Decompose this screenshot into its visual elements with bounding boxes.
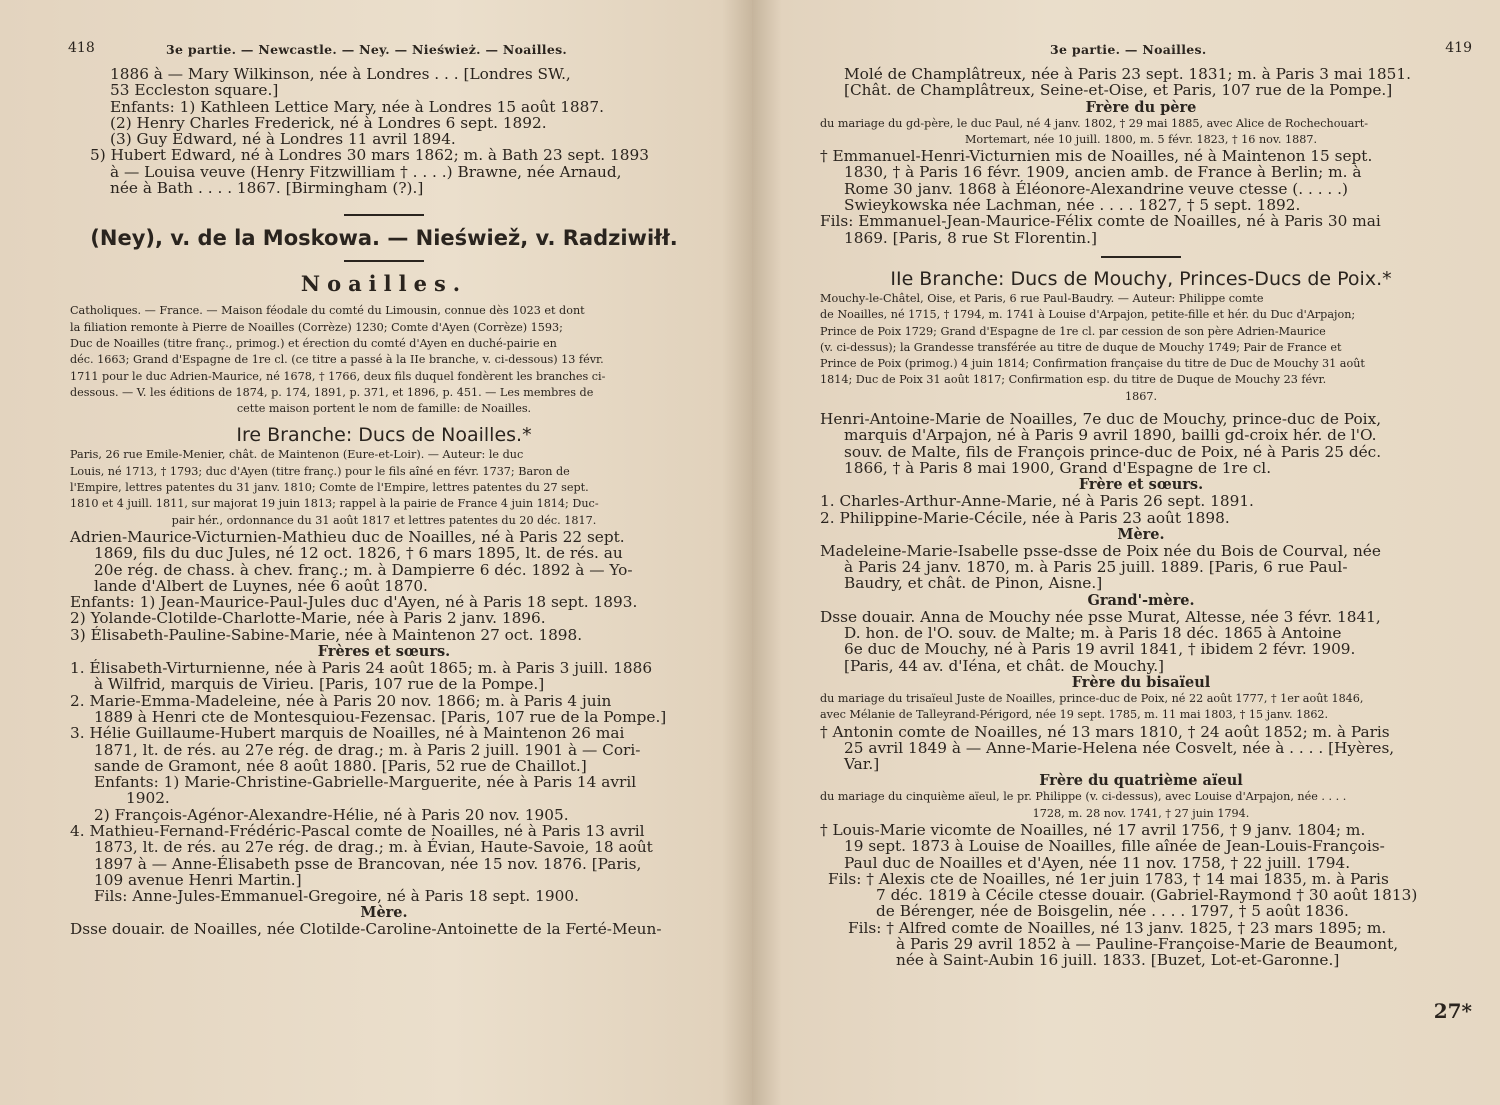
- text-line: 1. Charles-Arthur-Anne-Marie, né à Paris 26 sept. 1891.: [820, 492, 1254, 511]
- heading-frere-pere: Frère du père: [1085, 98, 1197, 116]
- text-line: 7 déc. 1819 à Cécile ctesse douair. (Gabriel-Raymond † 30 août 1813): [876, 886, 1418, 905]
- intro-line: Mouchy-le-Châtel, Oise, et Paris, 6 rue Paul-Baudry. — Auteur: Philippe comte: [820, 291, 1264, 305]
- grand-mere-entry: [820, 609, 1462, 674]
- text-line: 1866, † à Paris 8 mai 1900, Grand d'Espagne de 1re cl.: [844, 458, 1272, 477]
- text-line: † Antonin comte de Noailles, né 13 mars 1810, † 24 août 1852; m. à Paris: [820, 722, 1390, 741]
- text-line: 1869, fils du duc Jules, né 12 oct. 1826, † 6 mars 1895, lt. de rés. au: [94, 544, 623, 563]
- text-line: souv. de Malte, fils de François prince-duc de Poix, né à Paris 25 déc.: [844, 442, 1382, 461]
- text-line: Madeleine-Marie-Isabelle psse-dsse de Poix née du Bois de Courval, née: [820, 541, 1381, 560]
- right-running-header: 3e partie. — Noailles.: [1050, 42, 1207, 57]
- text-line: lande d'Albert de Luynes, née 6 août 1870.: [94, 576, 428, 595]
- heading-mere: Mère.: [1117, 525, 1165, 543]
- text-line: 1. Élisabeth-Virturnienne, née à Paris 24 août 1865; m. à Paris 3 juill. 1886: [70, 659, 653, 678]
- section-title-noailles: Noailles.: [300, 271, 468, 297]
- text-line: 20e rég. de chass. à chev. franç.; m. à Dampierre 6 déc. 1892 à — Yo-: [94, 560, 633, 579]
- frere-soeurs-entries: [820, 493, 1462, 526]
- branch-heading-2: IIe Branche: Ducs de Mouchy, Princes-Ducs de Poix.*: [890, 267, 1392, 290]
- text-line: (2) Henry Charles Frederick, né à Londres 6 sept. 1892.: [110, 113, 547, 132]
- left-page-content: [70, 0, 698, 938]
- heading-frere-soeurs: Frère et sœurs.: [1078, 476, 1204, 494]
- main-entry: [70, 529, 698, 643]
- note-line: du mariage du trisaïeul Juste de Noailles, prince-duc de Poix, né 22 août 1777, † 1er août 1846,: [820, 691, 1364, 705]
- text-line: 2) François-Agénor-Alexandre-Hélie, né à Paris 20 nov. 1905.: [94, 805, 569, 824]
- henri-entry: [820, 411, 1462, 476]
- note-line: 1728, m. 28 nov. 1741, † 27 juin 1794.: [1032, 806, 1250, 820]
- separator-rule: [1101, 256, 1181, 258]
- text-line: 3) Élisabeth-Pauline-Sabine-Marie, née à Maintenon 27 oct. 1898.: [70, 625, 583, 644]
- heading-mere: Mère.: [360, 904, 408, 922]
- text-line: Fils: Emmanuel-Jean-Maurice-Félix comte de Noailles, né à Paris 30 mai: [820, 212, 1381, 231]
- text-line: 1897 à — Anne-Élisabeth psse de Brancovan, née 15 nov. 1876. [Paris,: [94, 854, 642, 873]
- text-line: de Bérenger, née de Boisgelin, née . . . . 1797, † 5 août 1836.: [876, 902, 1349, 921]
- heading-frere-bisaieul: Frère du bisaïeul: [1071, 673, 1211, 691]
- text-line: 1902.: [126, 789, 170, 808]
- text-line: Molé de Champlâtreux, née à Paris 23 sept. 1831; m. à Paris 3 mai 1851.: [844, 65, 1411, 83]
- text-line: 1869. [Paris, 8 rue St Florentin.]: [844, 228, 1097, 247]
- right-page: [752, 0, 1500, 1105]
- intro-line: Prince de Poix (primog.) 4 juin 1814; Confirmation française du titre de Duc de Mouchy 31 août: [820, 357, 1365, 371]
- text-line: [Chât. de Champlâtreux, Seine-et-Oise, et Paris, 107 rue de la Pompe.]: [844, 81, 1393, 100]
- branch-heading-1: Ire Branche: Ducs de Noailles.*: [236, 424, 532, 447]
- text-line: Baudry, et chât. de Pinon, Aisne.]: [844, 574, 1103, 593]
- separator-rule: [344, 214, 424, 216]
- branch2-intro: [820, 291, 1462, 405]
- intro-line: l'Empire, lettres patentes du 31 janv. 1810; Comte de l'Empire, lettres patentes du 27 sept.: [70, 481, 589, 495]
- intro-line: la filiation remonte à Pierre de Noailles (Corrèze) 1230; Comte d'Ayen (Corrèze) 1593;: [70, 320, 563, 334]
- text-line: Var.]: [844, 755, 880, 774]
- frere-pere-entry: [820, 148, 1462, 246]
- intro-line: Louis, né 1713, † 1793; duc d'Ayen (titre franç.) pour le fils aîné en févr. 1737; Baron de: [70, 464, 570, 478]
- intro-line: 1814; Duc de Poix 31 août 1817; Confirmation esp. du titre de Duque de Mouchy 23 févr.: [820, 373, 1327, 387]
- section-title-ney: (Ney), v. de la Moskowa. — Nieświež, v. Radziwiłł.: [90, 226, 678, 251]
- intro-line: cette maison portent le nom de famille: de Noailles.: [236, 402, 532, 416]
- bisaieul-note: [820, 691, 1462, 724]
- quatrieme-entry: [820, 822, 1462, 969]
- text-line: 109 avenue Henri Martin.]: [94, 870, 302, 889]
- heading-freres-soeurs: Frères et sœurs.: [317, 643, 451, 661]
- right-page-content: [820, 0, 1472, 970]
- text-line: 2. Philippine-Marie-Cécile, née à Paris 23 août 1898.: [820, 508, 1230, 527]
- text-line: 5) Hubert Edward, né à Londres 30 mars 1862; m. à Bath 23 sept. 1893: [90, 146, 649, 165]
- left-page-number: 418: [68, 40, 95, 56]
- text-line: 1830, † à Paris 16 févr. 1909, ancien amb. de France à Berlin; m. à: [844, 163, 1362, 182]
- text-line: 25 avril 1849 à — Anne-Marie-Helena née Cosvelt, née à . . . . [Hyères,: [844, 738, 1395, 757]
- text-line: 2) Yolande-Clotilde-Charlotte-Marie, née à Paris 2 janv. 1896.: [70, 609, 546, 628]
- quatrieme-note: [820, 789, 1462, 822]
- separator-rule: [344, 260, 424, 262]
- intro-line: Duc de Noailles (titre franç., primog.) et érection du comté d'Ayen en duché-pairie en: [70, 336, 557, 350]
- text-line: née à Bath . . . . 1867. [Birmingham (?).]: [110, 179, 424, 198]
- text-line: Enfants: 1) Kathleen Lettice Mary, née à Londres 15 août 1887.: [110, 97, 604, 116]
- text-line: 6e duc de Mouchy, né à Paris 19 avril 1841, † ibidem 2 févr. 1909.: [844, 640, 1356, 659]
- right-page-number: 419: [1445, 40, 1472, 56]
- text-line: Swieykowska née Lachman, née . . . . 1827, † 5 sept. 1892.: [844, 196, 1301, 215]
- right-page-header: [820, 36, 1472, 66]
- left-top-entry: [70, 66, 698, 196]
- note-line: Mortemart, née 10 juill. 1800, m. 5 févr. 1823, † 16 nov. 1887.: [964, 132, 1318, 146]
- right-top-entry: [820, 66, 1462, 99]
- intro-line: Paris, 26 rue Emile-Menier, chât. de Maintenon (Eure-et-Loir). — Auteur: le duc: [70, 448, 524, 462]
- intro-line: dessous. — V. les éditions de 1874, p. 174, 1891, p. 371, et 1896, p. 451. — Les membres de: [70, 385, 594, 399]
- heading-frere-quatrieme-aieul: Frère du quatrième aïeul: [1039, 772, 1243, 790]
- text-line: Enfants: 1) Jean-Maurice-Paul-Jules duc d'Ayen, né à Paris 18 sept. 1893.: [70, 593, 638, 612]
- text-line: à Wilfrid, marquis de Virieu. [Paris, 107 rue de la Pompe.]: [94, 675, 545, 694]
- freres-entries: [70, 660, 698, 904]
- left-running-header: 3e partie. — Newcastle. — Ney. — Nieśwież. — Noailles.: [166, 42, 568, 57]
- text-line: Fils: † Alfred comte de Noailles, né 13 janv. 1825, † 23 mars 1895; m.: [848, 918, 1387, 937]
- text-line: 53 Eccleston square.]: [110, 81, 279, 100]
- text-line: Paul duc de Noailles et d'Ayen, née 11 nov. 1758, † 22 juill. 1794.: [844, 853, 1351, 872]
- intro-line: déc. 1663; Grand d'Espagne de 1re cl. (ce titre a passé à la IIe branche, v. ci-dessous) 13 févr.: [70, 353, 604, 367]
- note-line: du mariage du cinquième aïeul, le pr. Philippe (v. ci-dessus), avec Louise d'Arpajon, née . . . .: [820, 790, 1347, 804]
- text-line: 19 sept. 1873 à Louise de Noailles, fille aînée de Jean-Louis-François-: [844, 837, 1385, 856]
- text-line: Fils: † Alexis cte de Noailles, né 1er juin 1783, † 14 mai 1835, m. à Paris: [828, 869, 1389, 888]
- intro-line: (v. ci-dessus); la Grandesse transférée au titre de duque de Mouchy 1749; Pair de France et: [820, 340, 1342, 354]
- intro-line: Catholiques. — France. — Maison féodale du comté du Limousin, connue dès 1023 et dont: [70, 304, 585, 318]
- text-line: [Paris, 44 av. d'Iéna, et chât. de Mouchy.]: [844, 656, 1165, 675]
- note-line: avec Mélanie de Talleyrand-Périgord, née 19 sept. 1785, m. 11 mai 1803, † 15 janv. 1862.: [820, 708, 1329, 722]
- text-line: née à Saint-Aubin 16 juill. 1833. [Buzet, Lot-et-Garonne.]: [896, 951, 1340, 970]
- text-line: 1886 à — Mary Wilkinson, née à Londres . . . [Londres SW.,: [110, 65, 571, 83]
- left-page-header: [70, 36, 698, 66]
- mere-entry: [820, 543, 1462, 592]
- text-line: 4. Mathieu-Fernand-Frédéric-Pascal comte de Noailles, né à Paris 13 avril: [70, 821, 645, 840]
- bisaieul-entry: [820, 724, 1462, 773]
- intro-line: 1810 et 4 juill. 1811, sur majorat 19 juin 1813; rappel à la pairie de France 4 juin 1814; Duc-: [70, 497, 599, 511]
- intro-line: de Noailles, né 1715, † 1794, m. 1741 à Louise d'Arpajon, petite-fille et hér. du Duc d'Arpajon;: [820, 308, 1356, 322]
- text-line: Fils: Anne-Jules-Emmanuel-Gregoire, né à Paris 18 sept. 1900.: [94, 887, 579, 906]
- text-line: à Paris 29 avril 1852 à — Pauline-Françoise-Marie de Beaumont,: [896, 935, 1399, 954]
- text-line: Henri-Antoine-Marie de Noailles, 7e duc de Mouchy, prince-duc de Poix,: [820, 410, 1382, 429]
- text-line: à Paris 24 janv. 1870, m. à Paris 25 juill. 1889. [Paris, 6 rue Paul-: [844, 558, 1348, 577]
- text-line: 1873, lt. de rés. au 27e rég. de drag.; m. à Évian, Haute-Savoie, 18 août: [94, 838, 653, 857]
- text-line: Dsse douair. Anna de Mouchy née psse Murat, Altesse, née 3 févr. 1841,: [820, 607, 1381, 626]
- text-line: Enfants: 1) Marie-Christine-Gabrielle-Marguerite, née à Paris 14 avril: [94, 773, 637, 792]
- text-line: (3) Guy Edward, né à Londres 11 avril 1894.: [110, 130, 456, 149]
- frere-pere-note: [820, 116, 1462, 149]
- text-line: Adrien-Maurice-Victurnien-Mathieu duc de Noailles, né à Paris 22 sept.: [70, 527, 625, 546]
- noailles-intro: [70, 303, 698, 417]
- text-line: D. hon. de l'O. souv. de Malte; m. à Paris 18 déc. 1865 à Antoine: [844, 624, 1342, 643]
- text-line: 2. Marie-Emma-Madeleine, née à Paris 20 nov. 1866; m. à Paris 4 juin: [70, 691, 612, 710]
- text-line: Dsse douair. de Noailles, née Clotilde-Caroline-Antoinette de la Ferté-Meun-: [70, 920, 662, 939]
- intro-line: 1867.: [1124, 389, 1158, 403]
- intro-line: Prince de Poix 1729; Grand d'Espagne de 1re cl. par cession de son père Adrien-Maurice: [820, 324, 1326, 338]
- text-line: 1889 à Henri cte de Montesquiou-Fezensac. [Paris, 107 rue de la Pompe.]: [94, 707, 667, 726]
- text-line: sande de Gramont, née 8 août 1880. [Paris, 52 rue de Chaillot.]: [94, 756, 587, 775]
- note-line: du mariage du gd-père, le duc Paul, né 4 janv. 1802, † 29 mai 1885, avec Alice de Rochechouart-: [820, 116, 1368, 130]
- branch1-intro: [70, 447, 698, 528]
- text-line: marquis d'Arpajon, né à Paris 9 avril 1890, bailli gd-croix hér. de l'O.: [844, 426, 1377, 445]
- text-line: 3. Hélie Guillaume-Hubert marquis de Noailles, né à Maintenon 26 mai: [70, 724, 625, 743]
- signature-mark: 27*: [1433, 999, 1472, 1023]
- text-line: † Louis-Marie vicomte de Noailles, né 17 avril 1756, † 9 janv. 1804; m.: [820, 820, 1366, 839]
- text-line: Rome 30 janv. 1868 à Éléonore-Alexandrine veuve ctesse (. . . . .): [844, 179, 1348, 198]
- text-line: à — Louisa veuve (Henry Fitzwilliam † . . . .) Brawne, née Arnaud,: [110, 162, 622, 181]
- intro-line: 1711 pour le duc Adrien-Maurice, né 1678, † 1766, deux fils duquel fondèrent les branches ci-: [70, 369, 606, 383]
- intro-line: pair hér., ordonnance du 31 août 1817 et lettres patentes du 20 déc. 1817.: [171, 513, 597, 527]
- heading-grand-mere: Grand'-mère.: [1087, 591, 1195, 609]
- text-line: † Emmanuel-Henri-Victurnien mis de Noailles, né à Maintenon 15 sept.: [820, 147, 1373, 166]
- text-line: 1871, lt. de rés. au 27e rég. de drag.; m. à Paris 2 juill. 1901 à — Cori-: [94, 740, 641, 759]
